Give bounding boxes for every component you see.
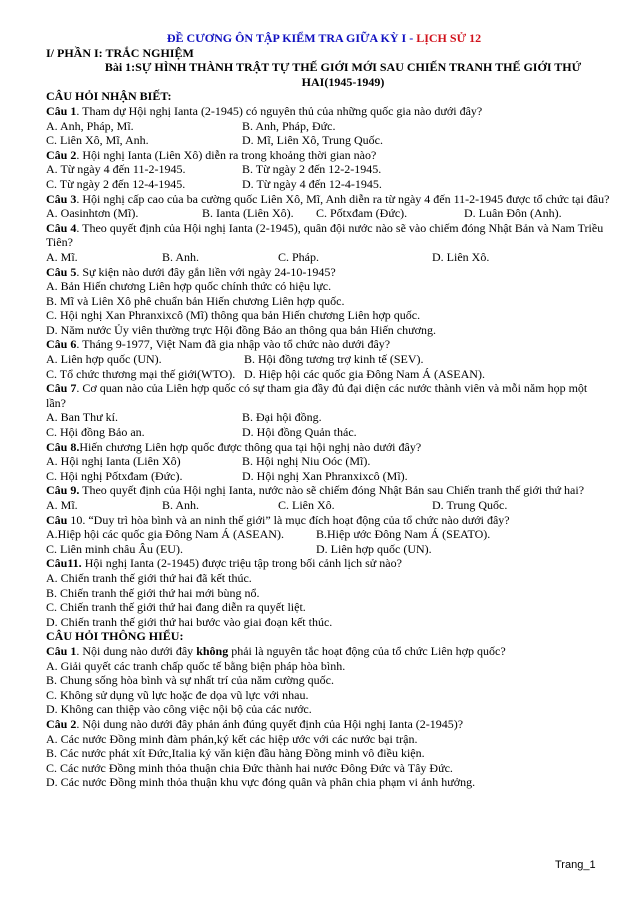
- document-title: [38, 31, 610, 46]
- part-heading: I/ PHẦN I: TRẮC NGHIỆM: [46, 45, 194, 60]
- option-c: C. Không sử dụng vũ lực hoặc đe dọa vũ lực với nhau.: [46, 687, 309, 702]
- question-2: [46, 148, 610, 192]
- option-d: D. Không can thiệp vào công việc nội bộ của các nước.: [46, 702, 312, 717]
- question-text: . Hội nghị Ianta (Liên Xô) diễn ra trong khoảng thời gian nào?: [76, 147, 377, 162]
- title-subject: LỊCH SỬ 12: [416, 31, 482, 45]
- question-text: Hội nghị Ianta (2-1945) được triệu tập trong bối cảnh lịch sử nào?: [81, 556, 402, 571]
- page-number: Trang_1: [555, 859, 596, 871]
- lesson-heading-line1: Bài 1:SỰ HÌNH THÀNH TRẬT TỰ THẾ GIỚI MỚI SAU CHIẾN TRANH THẾ GIỚI THỨ: [104, 60, 582, 75]
- option-b: B. Ianta (Liên Xô).: [202, 206, 294, 221]
- question-text-after: phải là nguyên tắc hoạt động của tổ chức Liên hợp quốc?: [228, 643, 506, 658]
- option-a: A. Liên hợp quốc (UN).: [46, 352, 162, 367]
- option-b: B. Hội đồng tương trợ kinh tế (SEV).: [244, 352, 424, 367]
- option-d: D. Các nước Đồng minh thỏa thuận khu vực đóng quân và phân chia phạm vi ảnh hưởng.: [46, 775, 476, 790]
- option-b: B. Anh.: [162, 249, 200, 264]
- option-c: C. Pháp.: [278, 249, 320, 264]
- option-c: C. Hội nghị Pốtxđam (Đức).: [46, 468, 183, 483]
- option-c: C. Chiến tranh thế giới thứ hai đang diễn ra quyết liệt.: [46, 600, 306, 615]
- option-a: A. Chiến tranh thế giới thứ hai đã kết thúc.: [46, 570, 252, 585]
- option-c: C. Tổ chức thương mại thế giới(WTO).: [46, 366, 236, 381]
- option-d: D. Năm nước Ủy viên thường trực Hội đồng Bảo an thông qua bản Hiến chương.: [46, 322, 436, 337]
- question-3: [46, 192, 610, 221]
- question-text: . Sự kiện nào dưới đây gắn liền với ngày 24-10-1945?: [76, 264, 336, 279]
- question-label: Câu 4: [46, 220, 77, 235]
- option-a: A. Hội nghị Ianta (Liên Xô): [46, 454, 181, 469]
- option-a: A.Hiệp hội các quốc gia Đông Nam Á (ASEAN).: [46, 527, 284, 542]
- option-b: B. Anh, Pháp, Đức.: [242, 118, 336, 133]
- question-text-before: . Nội dung nào dưới đây: [76, 643, 197, 658]
- question-label: Câu 1: [46, 643, 77, 658]
- question-label: Câu 2: [46, 147, 77, 162]
- option-b: B. Từ ngày 2 đến 12-2-1945.: [242, 162, 382, 177]
- question-label: Câu 3: [46, 191, 77, 206]
- question-text: Theo quyết định của Hội nghị Ianta, nước nào sẽ chiếm đóng Nhật Bản sau Chiến tranh thế giới thứ hai?: [79, 483, 585, 498]
- option-b: B.Hiệp ước Đông Nam Á (SEATO).: [316, 527, 491, 542]
- question-text: . Tham dự Hội nghị Ianta (2-1945) có nguyên thủ của những quốc gia nào dưới đây?: [76, 103, 483, 118]
- option-b: B. Chiến tranh thế giới thứ hai mới bùng nổ.: [46, 585, 260, 600]
- option-c: C. Từ ngày 2 đến 12-4-1945.: [46, 176, 186, 191]
- option-d: D. Liên hợp quốc (UN).: [316, 541, 432, 556]
- option-b: B. Anh.: [162, 498, 200, 512]
- option-b: B. Mĩ và Liên Xô phê chuẩn bản Hiến chương Liên hợp quốc.: [46, 293, 345, 308]
- option-a: A. Oasinhtơn (Mĩ).: [46, 206, 139, 221]
- question-understanding-1: [46, 644, 610, 717]
- lesson-heading: [46, 60, 610, 89]
- question-4: [46, 221, 610, 265]
- option-c: C. Liên minh châu Âu (EU).: [46, 541, 183, 556]
- lesson-heading-line2: HAI(1945-1949): [301, 74, 385, 89]
- section-understanding: CÂU HỎI THÔNG HIỂU:: [46, 629, 184, 644]
- option-a: A. Mĩ.: [46, 498, 78, 512]
- question-text: . Nội dung nào dưới đây phản ánh đúng quyết định của Hội nghị Ianta (2-1945)?: [76, 716, 464, 731]
- option-a: A. Giải quyết các tranh chấp quốc tế bằng biện pháp hòa bình.: [46, 658, 346, 673]
- question-6: [46, 337, 610, 381]
- question-label: Câu 6: [46, 337, 77, 352]
- question-9: [46, 483, 610, 512]
- question-text: . Hội nghị cấp cao của ba cường quốc Liên Xô, Mĩ, Anh diễn ra từ ngày 4 đến 11-2-1945 được tổ chức tại đâu?: [76, 191, 610, 206]
- option-d: D. Luân Đôn (Anh).: [464, 206, 562, 221]
- option-d: D. Hội đồng Quản thác.: [242, 425, 357, 440]
- question-label: Câu 9.: [46, 483, 80, 498]
- section-recognition: CÂU HỎI NHẬN BIẾT:: [46, 89, 172, 104]
- option-d: D. Hiệp hội các quốc gia Đông Nam Á (ASEAN).: [244, 366, 485, 381]
- option-b: B. Các nước phát xít Đức,Italia ký văn kiện đầu hàng Đồng minh vô điều kiện.: [46, 746, 425, 761]
- option-b: B. Hội nghị Niu Oóc (Mĩ).: [242, 454, 371, 469]
- option-d: D. Hội nghị Xan Phranxixcô (Mĩ).: [242, 468, 408, 483]
- option-a: A. Anh, Pháp, Mĩ.: [46, 118, 134, 133]
- question-1: [46, 104, 610, 148]
- question-label: Câu: [46, 512, 68, 527]
- option-d: D. Chiến tranh thế giới thứ hai bước vào giai đoạn kết thúc.: [46, 614, 333, 629]
- question-label: Câu 1: [46, 103, 77, 118]
- option-a: A. Bản Hiến chương Liên hợp quốc chính thức có hiệu lực.: [46, 279, 332, 294]
- option-c: C. Pốtxđam (Đức).: [316, 206, 408, 221]
- option-d: D. Từ ngày 4 đến 12-4-1945.: [242, 176, 382, 191]
- option-b: B. Đại hội đồng.: [242, 410, 322, 425]
- option-a: A. Từ ngày 4 đến 11-2-1945.: [46, 162, 186, 177]
- question-understanding-2: [46, 717, 610, 790]
- question-7: [46, 381, 610, 439]
- question-text: . Theo quyết định của Hội nghị Ianta (2-1945), quân đội nước nào sẽ vào chiếm đóng Nhật Bản và Nam Triều Tiên?: [46, 220, 604, 250]
- option-d: D. Mĩ, Liên Xô, Trung Quốc.: [242, 133, 384, 148]
- question-text-emphasis: không: [196, 643, 229, 658]
- question-8: [46, 440, 610, 484]
- question-label: Câu11.: [46, 556, 82, 571]
- question-label: Câu 8.: [46, 439, 80, 454]
- option-d: D. Trung Quốc.: [432, 498, 508, 512]
- option-a: A. Ban Thư kí.: [46, 410, 118, 425]
- option-a: A. Mĩ.: [46, 249, 78, 264]
- question-11: [46, 556, 610, 629]
- option-c: C. Liên Xô, Mĩ, Anh.: [46, 133, 149, 148]
- question-label: Câu 7: [46, 381, 77, 396]
- option-d: D. Liên Xô.: [432, 249, 490, 264]
- option-c: C. Các nước Đồng minh thỏa thuận chia Đức thành hai nước Đông Đức và Tây Đức.: [46, 760, 453, 775]
- question-10: [46, 513, 610, 557]
- title-main: ĐỀ CƯƠNG ÔN TẬP KIỂM TRA GIỮA KỲ I -: [166, 31, 417, 45]
- question-text: 10. “Duy trì hòa bình và an ninh thế giới” là mục đích hoạt động của tổ chức nào dưới đây?: [67, 512, 510, 527]
- option-a: A. Các nước Đồng minh đàm phán,ký kết các hiệp ước với các nước bại trận.: [46, 731, 418, 746]
- question-text: . Cơ quan nào của Liên hợp quốc có sự tham gia đầy đủ đại diện các nước thành viên và mỗi năm họp một lần?: [46, 381, 588, 410]
- question-label: Câu 2: [46, 716, 77, 731]
- question-5: [46, 265, 610, 338]
- option-c: C. Liên Xô.: [278, 498, 335, 512]
- option-c: C. Hội nghị Xan Phranxixcô (Mĩ) thông qua bản Hiến chương Liên hợp quốc.: [46, 308, 421, 323]
- question-text: Hiến chương Liên hợp quốc được thông qua tại hội nghị nào dưới đây?: [79, 439, 422, 454]
- question-text: . Tháng 9-1977, Việt Nam đã gia nhập vào tổ chức nào dưới đây?: [76, 337, 391, 352]
- option-b: B. Chung sống hòa bình và sự nhất trí của năm cường quốc.: [46, 673, 334, 688]
- question-label: Câu 5: [46, 264, 77, 279]
- option-c: C. Hội đồng Bảo an.: [46, 425, 145, 440]
